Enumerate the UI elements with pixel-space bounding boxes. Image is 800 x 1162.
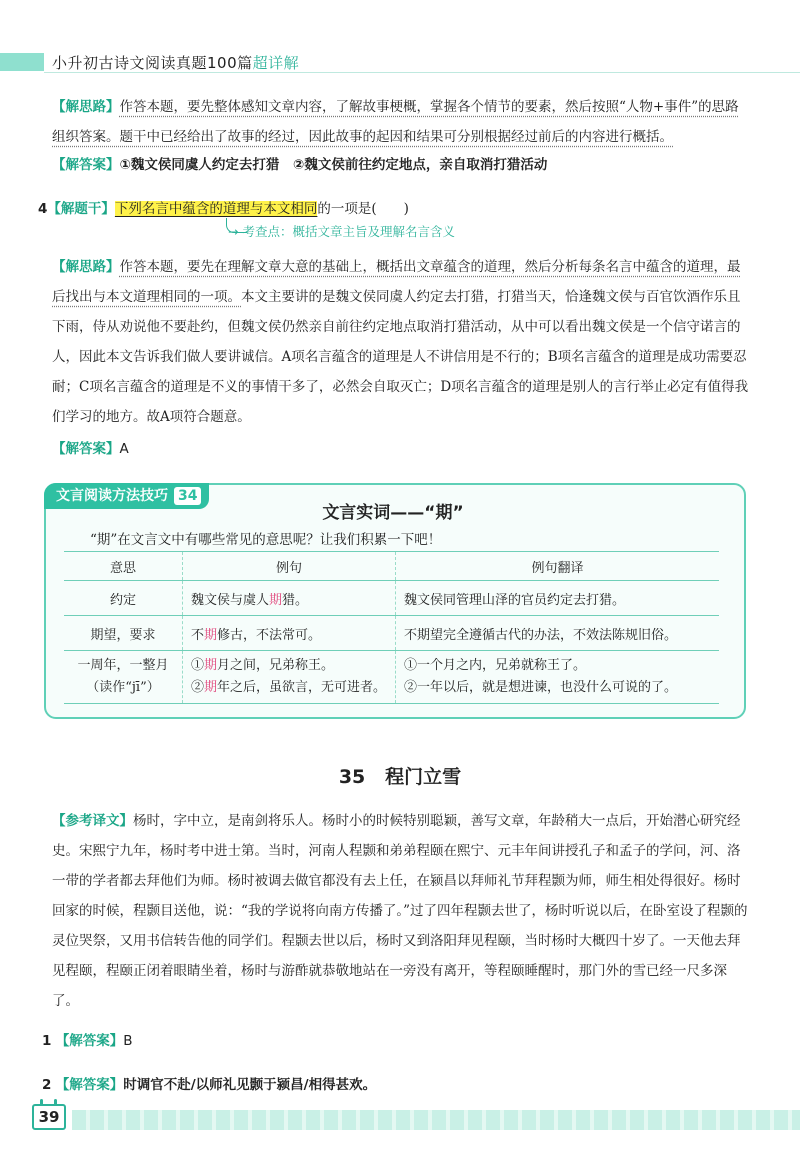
vocab-table <box>64 551 719 704</box>
page-number: 39 <box>32 1104 66 1130</box>
table-row: 期望，要求 不期修古，不法常可。 不期望完全遵循古代的办法，不效法陈规旧俗。 <box>64 616 719 651</box>
q4-think-paragraph: 【解思路】作答本题，要先在理解文章大意的基础上，概括出文章蕴含的道理，然后分析每条名言中蕴含的道理，最后找出与本文道理相同的一项。本文主要讲的是魏文侯同虞人约定去打猎，打猎当天，恰逢魏文侯与百官饮酒作乐且下雨，侍从劝说他不要赴约，但魏文侯仍然亲自前往约定地点取消打猎活动，从中可以看出魏文侯是一个信守诺言的人，因此本文告诉我们做人要讲诚信。A项名言蕴含的道理是人不讲信用是不行的；B项名言蕴含的道理是成功需要忍耐；C项名言蕴含的道理是不义的事情干多了，必然会自取灭亡；D项名言蕴含的道理是别人的言行举止必定有值得我们学习的地方。故A项符合题意。 <box>52 259 749 425</box>
q4-stem: 4【解题干】下列名言中蕴含的道理与本文相同的一项是( ) <box>38 201 409 217</box>
header-translation: 例句翻译 <box>396 552 720 581</box>
reference-translation: 【参考译文】杨时，字中立，是南剑将乐人。杨时小的时候特别聪颖，善写文章，年龄稍大一点后，开始潜心研究经史。宋熙宁九年，杨时考中进士第。当时，河南人程颢和弟弟程颐在熙宁、元丰年间讲授孔子和孟子的学问，河、洛一带的学者都去拜他们为师。杨时被调去做官都没有去上任，在颍昌以拜师礼节拜程颢为师，师生相处得很好。杨时回家的时候，程颢目送他，说：“我的学说将向南方传播了。”过了四年程颢去世了，杨时听说以后，在卧室设了程颢的灵位哭祭，又用书信转告他的同学们。程颢去世以后，杨时又到洛阳拜见程颐，当时杨时大概四十岁了。一天他去拜见程颐，程颐正闭着眼睛坐着，杨时与游酢就恭敬地站在一旁没有离开，等程颐睡醒时，那门外的雪已经一尺多深了。 <box>52 813 748 1009</box>
table-header-row <box>64 552 719 581</box>
prev-answer-paragraph: 【解答案】①魏文侯同虞人约定去打猎 ②魏文侯前往约定地点，亲自取消打猎活动 <box>52 157 548 173</box>
book-title: 小升初古诗文阅读真题100篇超详解 <box>52 54 300 72</box>
q4-note: → 考查点：概括文章主旨及理解名言含义 <box>228 224 455 239</box>
method-number: 34 <box>174 487 201 505</box>
answer-1: 1 【解答案】B <box>42 1033 133 1049</box>
header-example: 例句 <box>183 552 396 581</box>
table-row: 约定 魏文侯与虞人期猎。 魏文侯同管理山泽的官员约定去打猎。 <box>64 581 719 616</box>
prev-think-paragraph: 【解思路】作答本题，要先整体感知文章内容，了解故事梗概，掌握各个情节的要素，然后按照“人物+事件”的思路组织答案。题干中已经给出了故事的经过，因此故事的起因和结果可分别根据经过前后的内容进行概括。 <box>52 99 739 145</box>
header-divider <box>44 72 800 73</box>
method-label: 文言阅读方法技巧 34 <box>44 483 209 509</box>
answer-2: 2 【解答案】时调官不赴/以师礼见颢于颍昌/相得甚欢。 <box>42 1077 377 1093</box>
footer-bar <box>72 1110 800 1130</box>
table-row: 一周年，一整月 （读作“jī”） ①期月之间，兄弟称王。 ②期年之后，虽欲言，无可进者。 ①一个月之内，兄弟就称王了。 ②一年以后，就是想进谏，也没什么可说的了。 <box>64 651 719 704</box>
header-accent-bar <box>0 53 44 71</box>
method-intro: “期”在文言文中有哪些常见的意思呢？让我们积累一下吧！ <box>90 532 442 548</box>
section-title: 35 程门立雪 <box>338 766 462 788</box>
method-title: 文言实词——“期” <box>322 503 464 523</box>
q4-answer-paragraph: 【解答案】A <box>52 441 129 457</box>
header-meaning: 意思 <box>64 552 183 581</box>
